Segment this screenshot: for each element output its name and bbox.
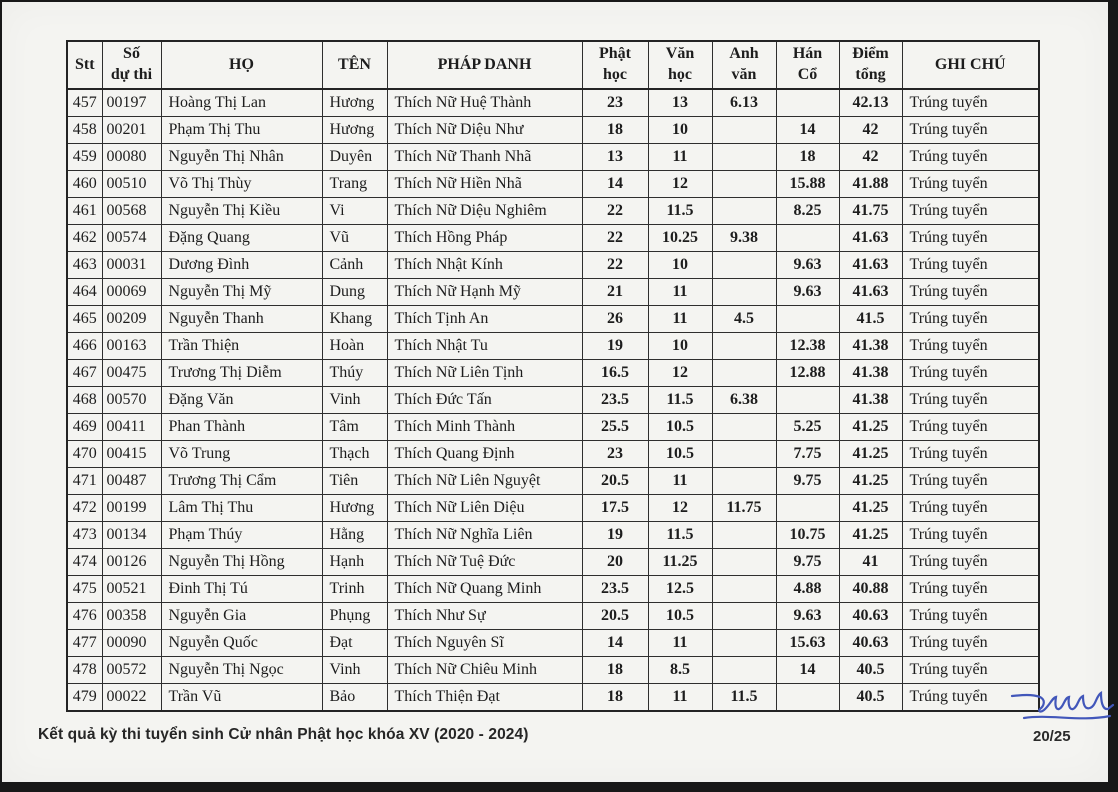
table-row — [67, 549, 1039, 576]
cell-phat-hoc: 23.5 — [582, 387, 648, 414]
cell-stt: 458 — [67, 117, 102, 144]
cell-so-du-thi: 00031 — [102, 252, 161, 279]
cell-ghi-chu: Trúng tuyển — [902, 171, 1039, 198]
cell-ghi-chu: Trúng tuyển — [902, 495, 1039, 522]
table-row — [67, 279, 1039, 306]
cell-ho: Nguyễn Quốc — [161, 630, 322, 657]
cell-han-co: 15.63 — [776, 630, 839, 657]
cell-so-du-thi: 00090 — [102, 630, 161, 657]
cell-stt: 462 — [67, 225, 102, 252]
cell-phat-hoc: 22 — [582, 225, 648, 252]
cell-anh-van: 6.38 — [712, 387, 776, 414]
cell-so-du-thi: 00521 — [102, 576, 161, 603]
cell-han-co: 14 — [776, 117, 839, 144]
cell-stt: 472 — [67, 495, 102, 522]
cell-han-co: 4.88 — [776, 576, 839, 603]
cell-ho: Võ Thị Thùy — [161, 171, 322, 198]
cell-phap-danh: Thích Nữ Hạnh Mỹ — [387, 279, 582, 306]
cell-han-co — [776, 387, 839, 414]
cell-phap-danh: Thích Nữ Diệu Nghiêm — [387, 198, 582, 225]
cell-van-hoc: 11 — [648, 306, 712, 333]
cell-ghi-chu: Trúng tuyển — [902, 144, 1039, 171]
cell-phap-danh: Thích Nguyên Sĩ — [387, 630, 582, 657]
handwritten-signature — [1010, 682, 1116, 730]
table-row — [67, 89, 1039, 117]
cell-ho: Lâm Thị Thu — [161, 495, 322, 522]
cell-diem-tong: 41.88 — [839, 171, 902, 198]
cell-diem-tong: 40.63 — [839, 630, 902, 657]
cell-so-du-thi: 00134 — [102, 522, 161, 549]
cell-phap-danh: Thích Hồng Pháp — [387, 225, 582, 252]
cell-ten: Vinh — [322, 387, 387, 414]
cell-han-co: 12.88 — [776, 360, 839, 387]
cell-so-du-thi: 00475 — [102, 360, 161, 387]
column-header-phap-danh: PHÁP DANH — [387, 41, 582, 89]
cell-anh-van: 11.75 — [712, 495, 776, 522]
cell-phat-hoc: 18 — [582, 684, 648, 712]
column-header-han-co: Hán Cổ — [776, 41, 839, 89]
cell-van-hoc: 10 — [648, 117, 712, 144]
cell-han-co: 9.75 — [776, 549, 839, 576]
scanned-document-page — [2, 2, 1108, 782]
cell-diem-tong: 41.25 — [839, 441, 902, 468]
cell-phat-hoc: 14 — [582, 171, 648, 198]
cell-han-co: 7.75 — [776, 441, 839, 468]
cell-anh-van — [712, 252, 776, 279]
cell-so-du-thi: 00209 — [102, 306, 161, 333]
cell-han-co: 9.75 — [776, 468, 839, 495]
cell-phat-hoc: 22 — [582, 198, 648, 225]
cell-han-co: 8.25 — [776, 198, 839, 225]
cell-diem-tong: 41.38 — [839, 360, 902, 387]
cell-ghi-chu: Trúng tuyển — [902, 630, 1039, 657]
cell-van-hoc: 10.25 — [648, 225, 712, 252]
column-header-anh-van: Anh văn — [712, 41, 776, 89]
cell-phat-hoc: 18 — [582, 657, 648, 684]
cell-stt: 471 — [67, 468, 102, 495]
cell-ghi-chu: Trúng tuyển — [902, 306, 1039, 333]
cell-diem-tong: 40.5 — [839, 657, 902, 684]
cell-ten: Trinh — [322, 576, 387, 603]
cell-diem-tong: 40.88 — [839, 576, 902, 603]
cell-so-du-thi: 00568 — [102, 198, 161, 225]
cell-han-co — [776, 495, 839, 522]
cell-so-du-thi: 00570 — [102, 387, 161, 414]
cell-so-du-thi: 00415 — [102, 441, 161, 468]
cell-diem-tong: 42 — [839, 117, 902, 144]
cell-ghi-chu: Trúng tuyển — [902, 684, 1039, 712]
cell-stt: 465 — [67, 306, 102, 333]
cell-anh-van — [712, 441, 776, 468]
cell-ten: Thúy — [322, 360, 387, 387]
cell-ho: Nguyễn Thị Ngọc — [161, 657, 322, 684]
cell-anh-van — [712, 576, 776, 603]
cell-van-hoc: 11 — [648, 630, 712, 657]
cell-ten: Hạnh — [322, 549, 387, 576]
cell-ghi-chu: Trúng tuyển — [902, 576, 1039, 603]
cell-ho: Nguyễn Gia — [161, 603, 322, 630]
cell-ten: Thạch — [322, 441, 387, 468]
table-row — [67, 414, 1039, 441]
cell-so-du-thi: 00080 — [102, 144, 161, 171]
table-row — [67, 252, 1039, 279]
cell-stt: 467 — [67, 360, 102, 387]
cell-ho: Nguyễn Thị Kiều — [161, 198, 322, 225]
cell-stt: 479 — [67, 684, 102, 712]
cell-stt: 461 — [67, 198, 102, 225]
cell-ghi-chu: Trúng tuyển — [902, 387, 1039, 414]
cell-van-hoc: 11 — [648, 468, 712, 495]
cell-phat-hoc: 20.5 — [582, 468, 648, 495]
cell-van-hoc: 13 — [648, 89, 712, 117]
cell-stt: 474 — [67, 549, 102, 576]
table-row — [67, 522, 1039, 549]
table-row — [67, 387, 1039, 414]
cell-so-du-thi: 00487 — [102, 468, 161, 495]
cell-van-hoc: 11.5 — [648, 522, 712, 549]
column-header-van-hoc: Văn học — [648, 41, 712, 89]
cell-diem-tong: 41.75 — [839, 198, 902, 225]
cell-han-co: 15.88 — [776, 171, 839, 198]
cell-anh-van — [712, 360, 776, 387]
cell-so-du-thi: 00574 — [102, 225, 161, 252]
cell-ho: Phạm Thị Thu — [161, 117, 322, 144]
cell-anh-van — [712, 117, 776, 144]
table-row — [67, 198, 1039, 225]
cell-so-du-thi: 00572 — [102, 657, 161, 684]
cell-stt: 468 — [67, 387, 102, 414]
cell-diem-tong: 41.63 — [839, 279, 902, 306]
exam-results-table — [66, 40, 1040, 712]
cell-phap-danh: Thích Nữ Diệu Như — [387, 117, 582, 144]
cell-ghi-chu: Trúng tuyển — [902, 549, 1039, 576]
cell-diem-tong: 41.38 — [839, 387, 902, 414]
table-row — [67, 657, 1039, 684]
cell-stt: 463 — [67, 252, 102, 279]
cell-ten: Tiên — [322, 468, 387, 495]
cell-so-du-thi: 00163 — [102, 333, 161, 360]
cell-phat-hoc: 19 — [582, 522, 648, 549]
cell-van-hoc: 11 — [648, 144, 712, 171]
cell-stt: 473 — [67, 522, 102, 549]
cell-phat-hoc: 23.5 — [582, 576, 648, 603]
column-header-stt: Stt — [67, 41, 102, 89]
table-row — [67, 441, 1039, 468]
cell-phat-hoc: 19 — [582, 333, 648, 360]
cell-anh-van — [712, 171, 776, 198]
cell-ho: Đặng Văn — [161, 387, 322, 414]
cell-ho: Đinh Thị Tú — [161, 576, 322, 603]
cell-so-du-thi: 00411 — [102, 414, 161, 441]
cell-diem-tong: 40.5 — [839, 684, 902, 712]
cell-stt: 476 — [67, 603, 102, 630]
table-row — [67, 360, 1039, 387]
cell-ghi-chu: Trúng tuyển — [902, 468, 1039, 495]
table-row — [67, 333, 1039, 360]
cell-so-du-thi: 00510 — [102, 171, 161, 198]
cell-stt: 477 — [67, 630, 102, 657]
cell-stt: 475 — [67, 576, 102, 603]
cell-stt: 457 — [67, 89, 102, 117]
cell-ten: Bảo — [322, 684, 387, 712]
cell-van-hoc: 11.25 — [648, 549, 712, 576]
table-row — [67, 576, 1039, 603]
cell-so-du-thi: 00358 — [102, 603, 161, 630]
cell-phat-hoc: 22 — [582, 252, 648, 279]
cell-ghi-chu: Trúng tuyển — [902, 252, 1039, 279]
cell-han-co: 9.63 — [776, 252, 839, 279]
table-row — [67, 306, 1039, 333]
cell-phap-danh: Thích Nữ Huệ Thành — [387, 89, 582, 117]
cell-ho: Dương Đình — [161, 252, 322, 279]
cell-diem-tong: 41.25 — [839, 414, 902, 441]
cell-anh-van — [712, 522, 776, 549]
column-header-ghi-chu: GHI CHÚ — [902, 41, 1039, 89]
table-row — [67, 144, 1039, 171]
cell-van-hoc: 10.5 — [648, 414, 712, 441]
cell-diem-tong: 41.63 — [839, 252, 902, 279]
cell-ten: Trang — [322, 171, 387, 198]
cell-ho: Nguyễn Thị Nhân — [161, 144, 322, 171]
cell-ten: Vi — [322, 198, 387, 225]
cell-phat-hoc: 23 — [582, 89, 648, 117]
cell-ghi-chu: Trúng tuyển — [902, 333, 1039, 360]
cell-phap-danh: Thích Thiện Đạt — [387, 684, 582, 712]
cell-ten: Hương — [322, 89, 387, 117]
column-header-ten: TÊN — [322, 41, 387, 89]
cell-ghi-chu: Trúng tuyển — [902, 657, 1039, 684]
cell-so-du-thi: 00069 — [102, 279, 161, 306]
cell-ghi-chu: Trúng tuyển — [902, 360, 1039, 387]
cell-ten: Vũ — [322, 225, 387, 252]
cell-stt: 470 — [67, 441, 102, 468]
cell-ho: Trần Thiện — [161, 333, 322, 360]
cell-diem-tong: 41.63 — [839, 225, 902, 252]
cell-diem-tong: 41.25 — [839, 495, 902, 522]
cell-anh-van — [712, 603, 776, 630]
cell-ghi-chu: Trúng tuyển — [902, 198, 1039, 225]
cell-ghi-chu: Trúng tuyển — [902, 441, 1039, 468]
cell-van-hoc: 11.5 — [648, 198, 712, 225]
cell-van-hoc: 10 — [648, 333, 712, 360]
cell-so-du-thi: 00126 — [102, 549, 161, 576]
cell-phap-danh: Thích Nữ Liên Tịnh — [387, 360, 582, 387]
cell-ten: Phụng — [322, 603, 387, 630]
cell-ghi-chu: Trúng tuyển — [902, 603, 1039, 630]
cell-anh-van — [712, 630, 776, 657]
cell-ten: Hằng — [322, 522, 387, 549]
cell-ten: Đạt — [322, 630, 387, 657]
cell-stt: 478 — [67, 657, 102, 684]
cell-anh-van: 9.38 — [712, 225, 776, 252]
cell-stt: 466 — [67, 333, 102, 360]
table-row — [67, 603, 1039, 630]
cell-ghi-chu: Trúng tuyển — [902, 225, 1039, 252]
cell-anh-van — [712, 657, 776, 684]
cell-han-co: 12.38 — [776, 333, 839, 360]
cell-stt: 460 — [67, 171, 102, 198]
cell-anh-van — [712, 198, 776, 225]
cell-diem-tong: 42 — [839, 144, 902, 171]
cell-han-co — [776, 684, 839, 712]
cell-phap-danh: Thích Nữ Thanh Nhã — [387, 144, 582, 171]
cell-van-hoc: 10.5 — [648, 441, 712, 468]
cell-diem-tong: 41.38 — [839, 333, 902, 360]
cell-ten: Hoàn — [322, 333, 387, 360]
cell-anh-van — [712, 468, 776, 495]
cell-ho: Trần Vũ — [161, 684, 322, 712]
cell-han-co: 18 — [776, 144, 839, 171]
cell-phat-hoc: 21 — [582, 279, 648, 306]
cell-van-hoc: 11 — [648, 279, 712, 306]
cell-van-hoc: 10 — [648, 252, 712, 279]
cell-han-co: 9.63 — [776, 279, 839, 306]
cell-ghi-chu: Trúng tuyển — [902, 522, 1039, 549]
column-header-phat-hoc: Phật học — [582, 41, 648, 89]
table-row — [67, 630, 1039, 657]
cell-ten: Khang — [322, 306, 387, 333]
cell-ghi-chu: Trúng tuyển — [902, 117, 1039, 144]
cell-diem-tong: 42.13 — [839, 89, 902, 117]
cell-ten: Vinh — [322, 657, 387, 684]
cell-ho: Trương Thị Cẩm — [161, 468, 322, 495]
table-row — [67, 117, 1039, 144]
cell-ten: Cảnh — [322, 252, 387, 279]
cell-phat-hoc: 20.5 — [582, 603, 648, 630]
table-row — [67, 684, 1039, 712]
cell-anh-van — [712, 279, 776, 306]
cell-ho: Nguyễn Thị Mỹ — [161, 279, 322, 306]
cell-anh-van: 4.5 — [712, 306, 776, 333]
cell-phap-danh: Thích Nữ Chiêu Minh — [387, 657, 582, 684]
cell-phap-danh: Thích Minh Thành — [387, 414, 582, 441]
cell-phat-hoc: 16.5 — [582, 360, 648, 387]
cell-phap-danh: Thích Như Sự — [387, 603, 582, 630]
cell-phat-hoc: 25.5 — [582, 414, 648, 441]
cell-diem-tong: 41 — [839, 549, 902, 576]
cell-phat-hoc: 26 — [582, 306, 648, 333]
cell-ho: Võ Trung — [161, 441, 322, 468]
cell-phap-danh: Thích Quang Định — [387, 441, 582, 468]
cell-ten: Tâm — [322, 414, 387, 441]
cell-phat-hoc: 14 — [582, 630, 648, 657]
cell-ten: Hương — [322, 495, 387, 522]
cell-phat-hoc: 23 — [582, 441, 648, 468]
cell-anh-van — [712, 414, 776, 441]
cell-phap-danh: Thích Nữ Quang Minh — [387, 576, 582, 603]
cell-han-co — [776, 89, 839, 117]
cell-van-hoc: 12 — [648, 360, 712, 387]
cell-van-hoc: 11.5 — [648, 387, 712, 414]
cell-han-co — [776, 225, 839, 252]
cell-ten: Hương — [322, 117, 387, 144]
cell-ho: Hoàng Thị Lan — [161, 89, 322, 117]
column-header-diem-tong: Điểm tổng — [839, 41, 902, 89]
cell-stt: 469 — [67, 414, 102, 441]
cell-phap-danh: Thích Nữ Tuệ Đức — [387, 549, 582, 576]
cell-diem-tong: 41.25 — [839, 522, 902, 549]
cell-diem-tong: 41.25 — [839, 468, 902, 495]
cell-stt: 459 — [67, 144, 102, 171]
table-row — [67, 171, 1039, 198]
cell-anh-van — [712, 144, 776, 171]
cell-stt: 464 — [67, 279, 102, 306]
cell-ghi-chu: Trúng tuyển — [902, 279, 1039, 306]
cell-phap-danh: Thích Nữ Hiền Nhã — [387, 171, 582, 198]
cell-van-hoc: 8.5 — [648, 657, 712, 684]
table-row — [67, 468, 1039, 495]
cell-so-du-thi: 00022 — [102, 684, 161, 712]
cell-so-du-thi: 00201 — [102, 117, 161, 144]
cell-ho: Đặng Quang — [161, 225, 322, 252]
table-row — [67, 495, 1039, 522]
cell-anh-van — [712, 333, 776, 360]
cell-phat-hoc: 17.5 — [582, 495, 648, 522]
cell-van-hoc: 12 — [648, 171, 712, 198]
cell-phap-danh: Thích Nữ Liên Diệu — [387, 495, 582, 522]
cell-phap-danh: Thích Nhật Kính — [387, 252, 582, 279]
cell-phap-danh: Thích Đức Tấn — [387, 387, 582, 414]
cell-han-co: 14 — [776, 657, 839, 684]
cell-phap-danh: Thích Nữ Nghĩa Liên — [387, 522, 582, 549]
cell-van-hoc: 12 — [648, 495, 712, 522]
cell-anh-van: 11.5 — [712, 684, 776, 712]
cell-ten: Dung — [322, 279, 387, 306]
table-row — [67, 225, 1039, 252]
cell-ten: Duyên — [322, 144, 387, 171]
cell-han-co: 10.75 — [776, 522, 839, 549]
cell-phap-danh: Thích Nữ Liên Nguyệt — [387, 468, 582, 495]
cell-ghi-chu: Trúng tuyển — [902, 89, 1039, 117]
cell-han-co — [776, 306, 839, 333]
column-header-ho: HỌ — [161, 41, 322, 89]
cell-ho: Phạm Thúy — [161, 522, 322, 549]
page-number: 20/25 — [1033, 728, 1071, 745]
column-header-so-du-thi: Số dự thi — [102, 41, 161, 89]
cell-ho: Trương Thị Diễm — [161, 360, 322, 387]
cell-anh-van: 6.13 — [712, 89, 776, 117]
cell-anh-van — [712, 549, 776, 576]
cell-phat-hoc: 20 — [582, 549, 648, 576]
cell-van-hoc: 11 — [648, 684, 712, 712]
cell-han-co: 9.63 — [776, 603, 839, 630]
cell-diem-tong: 41.5 — [839, 306, 902, 333]
cell-so-du-thi: 00197 — [102, 89, 161, 117]
cell-ho: Phan Thành — [161, 414, 322, 441]
cell-so-du-thi: 00199 — [102, 495, 161, 522]
cell-van-hoc: 12.5 — [648, 576, 712, 603]
cell-diem-tong: 40.63 — [839, 603, 902, 630]
cell-van-hoc: 10.5 — [648, 603, 712, 630]
cell-phap-danh: Thích Tịnh An — [387, 306, 582, 333]
cell-phat-hoc: 18 — [582, 117, 648, 144]
cell-ho: Nguyễn Thanh — [161, 306, 322, 333]
cell-phat-hoc: 13 — [582, 144, 648, 171]
footer-caption: Kết quả kỳ thi tuyển sinh Cử nhân Phật học khóa XV (2020 - 2024) — [38, 726, 529, 743]
cell-ho: Nguyễn Thị Hồng — [161, 549, 322, 576]
cell-ghi-chu: Trúng tuyển — [902, 414, 1039, 441]
cell-phap-danh: Thích Nhật Tu — [387, 333, 582, 360]
header-row — [67, 41, 1039, 89]
cell-han-co: 5.25 — [776, 414, 839, 441]
